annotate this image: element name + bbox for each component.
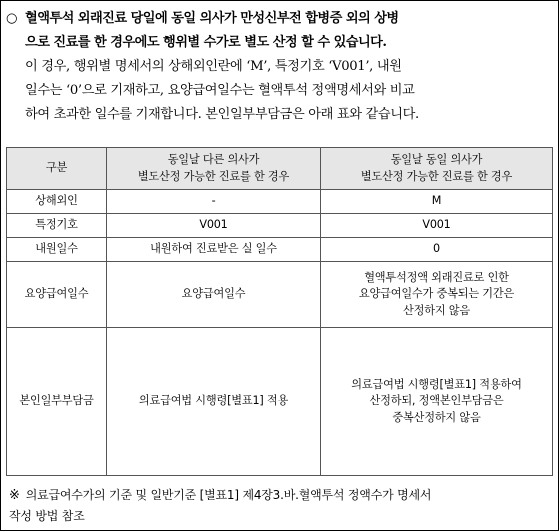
cell-other: V001: [107, 214, 321, 238]
cell-other: 내원하여 진료받은 실 일수: [107, 238, 321, 262]
comparison-table: [6, 147, 553, 476]
cell-same: V001: [321, 214, 553, 238]
intro-line-4: 일수는 ‘0’으로 기재하고, 요양급여일수는 혈액투석 정액명세서와 비교: [25, 83, 415, 98]
note-line-1: ※ 의료급여수가의 기준 및 일반기준 [별표1] 제4장3.바.혈액투석 정액수가 명세서: [9, 488, 432, 503]
intro-line-1: ○ 혈액투석 외래진료 당일에 동일 의사가 만성신부전 합병증 외의 상병: [6, 7, 554, 31]
cell-other: 요양급여일수: [107, 262, 321, 328]
header-category: 구분: [7, 148, 107, 190]
intro-paragraph: [6, 7, 554, 127]
reference-mark-icon: ※: [9, 488, 20, 503]
intro-line-5: 하여 초과한 일수를 기재합니다. 본인일부부담금은 아래 표와 같습니다.: [25, 107, 419, 122]
intro-line-3: 이 경우, 행위별 명세서의 상해외인란에 ‘M’, 특정기호 ‘V001’, 내원: [25, 59, 402, 74]
row-label: 상해외인: [7, 190, 107, 214]
table-row: [7, 190, 553, 214]
intro-line-2: 으로 진료를 한 경우에도 행위별 수가로 별도 산정 할 수 있습니다.: [25, 35, 387, 50]
circle-bullet-icon: ○: [6, 11, 17, 26]
row-label: 요양급여일수: [7, 262, 107, 328]
cell-same: M: [321, 190, 553, 214]
cell-other: -: [107, 190, 321, 214]
row-label: 특정기호: [7, 214, 107, 238]
cell-same: 혈액투석정액 외래진료로 인한 요양급여일수가 중복되는 기간은 산정하지 않음: [321, 262, 553, 328]
row-label: 본인일부부담금: [7, 328, 107, 476]
header-same-doctor: 동일날 동일 의사가 별도산정 가능한 진료를 한 경우: [321, 148, 553, 190]
table-row: [7, 328, 553, 476]
cell-same: 의료급여법 시행령[별표1] 적용하여 산정하되, 정액본인부담금은 중복산정하지 않음: [321, 328, 553, 476]
table-header-row: [7, 148, 553, 190]
reference-note: [9, 485, 553, 527]
table-row: [7, 262, 553, 328]
table-row: [7, 214, 553, 238]
row-label: 내원일수: [7, 238, 107, 262]
table-row: [7, 238, 553, 262]
cell-same: 0: [321, 238, 553, 262]
note-line-2: 작성 방법 참조: [9, 509, 85, 523]
header-other-doctor: 동일날 다른 의사가 별도산정 가능한 진료를 한 경우: [107, 148, 321, 190]
cell-other: 의료급여법 시행령[별표1] 적용: [107, 328, 321, 476]
